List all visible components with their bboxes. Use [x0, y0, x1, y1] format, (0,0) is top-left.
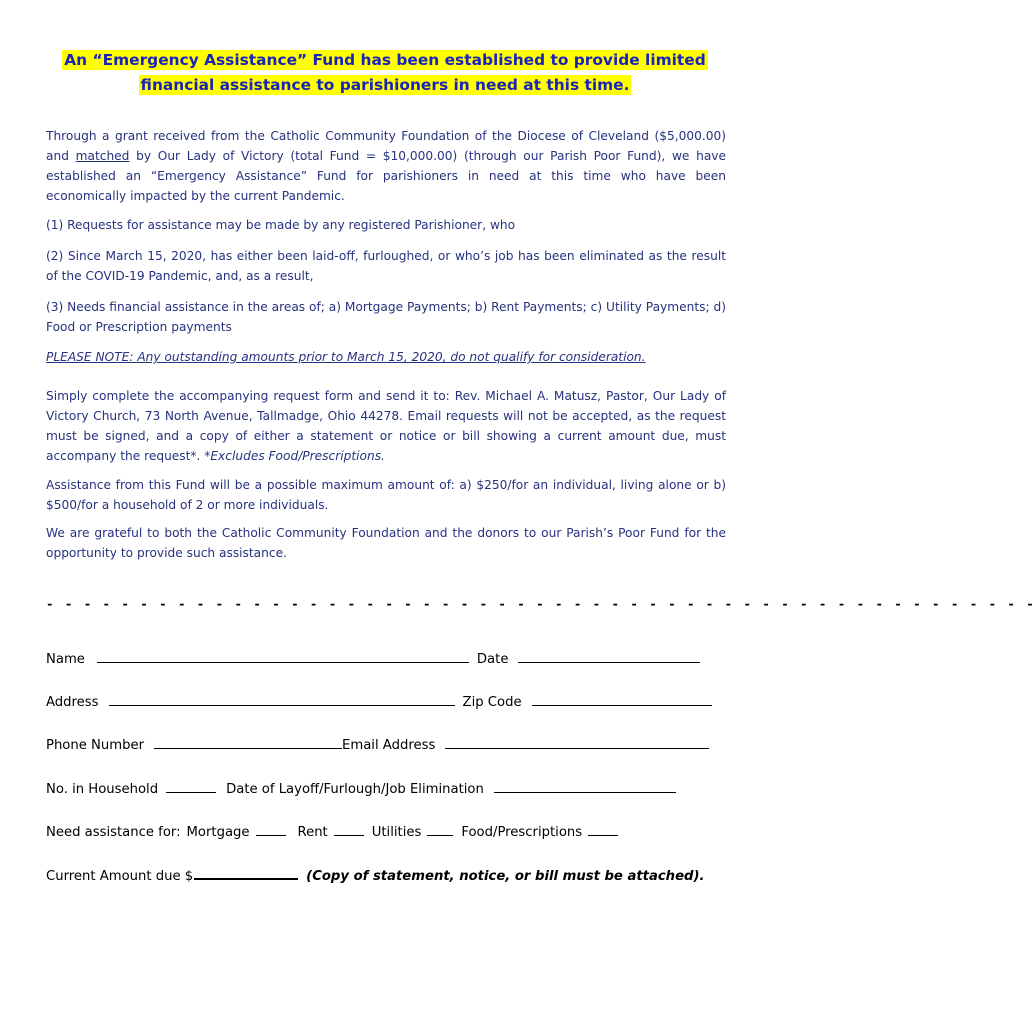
criteria-1: (1) Requests for assistance may be made by any registered Parishioner, who: [46, 218, 516, 232]
food-prescriptions-label: Food/Prescriptions: [461, 825, 583, 840]
intro-paragraph: [46, 126, 726, 206]
phone-email-row: [46, 736, 726, 753]
instructions-text: Simply complete the accompanying request form and send it to: Rev. Michael A. Matusz, Pastor, Our Lady of Victory Church, 73 North Avenue, Tallmadge, Ohio 44278. Email requests will not be accepted, as the request must be signed, and a copy of either a statement or notice or bill showing a current amount due, must accompany the request*.: [46, 389, 726, 463]
need-assistance-label: Need assistance for:: [46, 825, 181, 840]
amount-due-row: [46, 866, 726, 884]
layoff-date-label: Date of Layoff/Furlough/Job Elimination: [226, 782, 484, 797]
email-address-field[interactable]: [445, 736, 709, 749]
utilities-field[interactable]: [427, 823, 453, 836]
food-prescriptions-field[interactable]: [588, 823, 618, 836]
name-date-row: [46, 650, 726, 667]
household-layoff-row: [46, 780, 726, 797]
household-field[interactable]: [166, 780, 216, 793]
amount-due-field[interactable]: [194, 866, 298, 880]
criteria-2: (2) Since March 15, 2020, has either been laid-off, furloughed, or who’s job has been eliminated as the result of the COVID-19 Pandemic, and, as a result,: [46, 249, 726, 283]
date-label: Date: [476, 652, 509, 667]
zip-code-field[interactable]: [532, 693, 712, 706]
headline: [0, 48, 770, 98]
phone-number-field[interactable]: [154, 736, 342, 749]
email-address-label: Email Address: [342, 738, 436, 753]
mortgage-label: Mortgage: [186, 825, 250, 840]
zip-code-label: Zip Code: [462, 695, 522, 710]
name-field[interactable]: [97, 650, 469, 663]
address-field[interactable]: [109, 693, 455, 706]
maximum-paragraph: Assistance from this Fund will be a possible maximum amount of: a) $250/for an individual, living alone or b) $500/for a household of 2 or more individuals.: [46, 478, 726, 512]
intro-text-before: Through a grant received from the Catholic Community Foundation of the Diocese of Cleveland ($5,000.00) and: [46, 129, 726, 163]
phone-number-label: Phone Number: [46, 738, 145, 753]
household-label: No. in Household: [46, 782, 159, 797]
excludes-note: *Excludes Food/Prescriptions.: [204, 449, 385, 463]
rent-label: Rent: [297, 825, 328, 840]
name-label: Name: [46, 652, 85, 667]
utilities-label: Utilities: [371, 825, 422, 840]
layoff-date-field[interactable]: [494, 780, 676, 793]
address-label: Address: [46, 695, 99, 710]
gratitude-paragraph: We are grateful to both the Catholic Community Foundation and the donors to our Parish’s Poor Fund for the opportunity to provide such assistance.: [46, 526, 726, 560]
address-zip-row: [46, 693, 726, 710]
criteria-3: (3) Needs financial assistance in the areas of; a) Mortgage Payments; b) Rent Payments; c) Utility Payments; d) Food or Prescription payments: [46, 300, 726, 334]
headline-line-1: An “Emergency Assistance” Fund has been established to provide limited: [64, 51, 706, 69]
date-field[interactable]: [518, 650, 700, 663]
cut-line-separator: - - - - - - - - - - - - - - - - - - - - - - - - - - - - - - - - - - - - - - - - - - - - - - - - - - - - -: [46, 596, 1036, 611]
rent-field[interactable]: [334, 823, 364, 836]
assistance-type-row: [46, 823, 726, 840]
attachment-note: (Copy of statement, notice, or bill must be attached).: [306, 869, 705, 884]
intro-underlined-word: matched: [75, 149, 130, 163]
intro-text-after: by Our Lady of Victory (total Fund = $10,000.00) (through our Parish Poor Fund), we have established an “Emergency Assistance” Fund for parishioners in need at this time who have been economically impacted by the current Pandemic.: [46, 149, 727, 203]
headline-line-2: financial assistance to parishioners in need at this time.: [140, 76, 630, 94]
mortgage-field[interactable]: [256, 823, 286, 836]
instructions-paragraph: [46, 386, 726, 466]
please-note: PLEASE NOTE: Any outstanding amounts prior to March 15, 2020, do not qualify for consideration.: [46, 350, 646, 364]
amount-due-label: Current Amount due $: [46, 869, 194, 884]
